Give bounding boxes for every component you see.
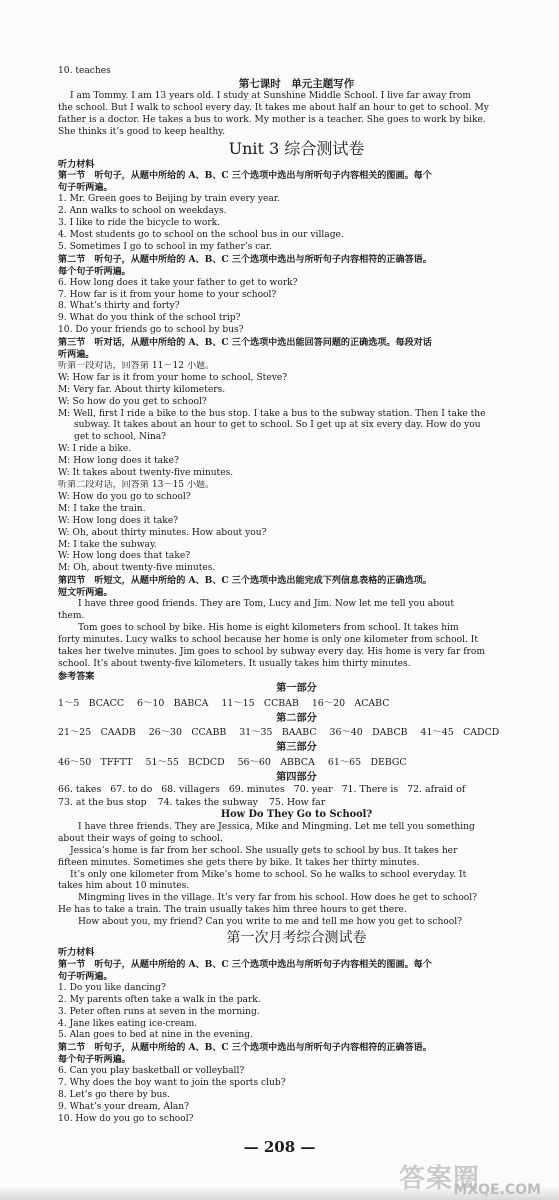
instruction-line: 短文听两遍。 — [58, 587, 113, 599]
part-one-heading: 第一部分 — [276, 682, 317, 695]
answer-group: 11～15 CCBAB — [221, 697, 299, 709]
instruction-line: 每个句子听两遍。 — [58, 265, 131, 277]
dialogue-line: W: How long does it take? — [58, 515, 179, 526]
answer-item: 75. How far — [268, 797, 326, 809]
passage-line: school. It’s about twenty-five kilometers. It usually takes him thirty minutes. — [58, 658, 411, 669]
answer-group: 6～10 BABCA — [137, 697, 209, 709]
instruction-line: 句子听两遍。 — [58, 182, 113, 194]
dialogue-line: W: I ride a bike. — [58, 444, 132, 455]
watermark-text: 答案圈 — [399, 1164, 481, 1194]
page-number-text: — 208 — — [243, 1138, 316, 1156]
dialogue-line: M: Well, first I ride a bike to the bus stop. I take a bus to the subway station. Then I take the — [58, 408, 486, 419]
dialogue-line: M: I take the subway. — [58, 539, 157, 550]
answer-line: 10. teaches — [58, 66, 111, 76]
dialogue-line: W: Oh, about thirty minutes. How about you? — [58, 527, 267, 538]
instruction-line: 第四节 听短文，从题中所给的 A、B、C 三个选项中选出能完成下列信息表格的正确选项。 — [58, 575, 432, 587]
text-line: the school. But I walk to school every day. It takes me about half an hour to get to school. My — [58, 102, 489, 113]
answer-group: 46～50 TFFTT — [58, 756, 133, 768]
part-two-heading: 第二部分 — [276, 711, 317, 724]
answer-group: 36～40 DABCB — [329, 727, 408, 739]
sentence-line: 5. Sometimes I go to school in my father’s car. — [58, 241, 272, 252]
sentence-line: 10. Do your friends go to school by bus? — [58, 325, 244, 336]
page-column — [58, 66, 535, 1126]
sentence-line: 3. I like to ride the bicycle to work. — [58, 218, 221, 229]
passage-line: them. — [58, 610, 85, 621]
dialogue-intro: 听第一段对话，回答第 11－12 小题。 — [58, 360, 215, 371]
essay-line: How about you, my friend? Can you write to me and tell me how you get to school? — [78, 917, 463, 928]
sentence-line: 9. What’s your dream, Alan? — [58, 1101, 190, 1112]
sentence-line: 3. Peter often runs at seven in the morning. — [58, 1006, 260, 1017]
dialogue-line: subway. It takes about an hour to get to school. So I get up at six every day. How do you — [74, 420, 481, 431]
dialogue-line: M: I take the train. — [58, 503, 146, 514]
watermark-url: MXQE.COM — [453, 1182, 541, 1198]
answer-item: 66. takes — [58, 784, 102, 796]
answer-item: 73. at the bus stop — [58, 797, 147, 809]
instruction-line: 每个句子听两遍。 — [58, 1054, 131, 1066]
answer-item: 69. minutes — [228, 784, 285, 796]
sentence-line: 2. My parents often take a walk in the park. — [58, 994, 261, 1005]
answer-item: 72. afraid of — [407, 784, 466, 796]
instruction-line: 句子听两遍。 — [58, 970, 113, 982]
section-title-writing: 第七课时 单元主题写作 — [238, 77, 355, 90]
passage-line: I have three good friends. They are Tom, Lucy and Jim. Now let me tell you about — [78, 599, 455, 610]
essay-line: Mingming lives in the village. It’s very far from his school. How does he get to school? — [78, 893, 478, 904]
part-three-heading: 第三部分 — [276, 741, 317, 754]
instruction-line: 听两遍。 — [58, 349, 95, 361]
essay-line: Jessica’s home is far from her school. She usually gets to school by bus. It takes her — [70, 845, 458, 856]
reference-answers-heading: 参考答案 — [58, 670, 95, 682]
dialogue-line: M: How long does it take? — [58, 456, 179, 467]
text-line: She thinks it’s good to keep healthy. — [58, 126, 226, 137]
text-line: father is a doctor. He takes a bus to work. My mother is a teacher. She goes to work by bike. — [58, 114, 486, 125]
unit-test-title: Unit 3 综合测试卷 — [228, 138, 365, 158]
instruction-line: 第二节 听句子，从题中所给的 A、B、C 三个选项中选出与所听句子内容相符的正确答语。 — [58, 253, 432, 265]
answer-row-3 — [58, 754, 535, 771]
answer-group: 41～45 CADCD — [420, 727, 500, 739]
sentence-line: 8. Let’s go there by bus. — [58, 1089, 170, 1100]
sentence-line: 9. What do you think of the school trip? — [58, 313, 241, 324]
dialogue-line: W: How do you go to school? — [58, 491, 191, 502]
page-number — [0, 1138, 559, 1156]
sentence-line: 4. Most students go to school on the school bus in our village. — [58, 229, 344, 240]
sentence-line: 6. Can you play basketball or volleyball? — [58, 1066, 245, 1077]
answer-group: 61～65 DEBGC — [327, 756, 407, 768]
section-heading: 听力材料 — [58, 947, 95, 959]
passage-line: forty minutes. Lucy walks to school because her home is only one kilometer from school. It — [58, 634, 479, 645]
sentence-line: 7. How far is it from your home to your school? — [58, 289, 277, 300]
answer-item: 67. to do — [110, 784, 153, 796]
answer-row-5 — [58, 796, 535, 809]
answer-group: 1～5 BCACC — [58, 697, 125, 709]
instruction-line: 第一节 听句子，从题中所给的 A、B、C 三个选项中选出与所听句子内容相关的图画。每个 — [58, 958, 432, 970]
monthly-test-title: 第一次月考综合测试卷 — [226, 930, 367, 947]
dialogue-line: W: How long does that take? — [58, 551, 191, 562]
instruction-line: 第二节 听句子，从题中所给的 A、B、C 三个选项中选出与所听句子内容相符的正确答语。 — [58, 1042, 432, 1054]
answer-group: 31～35 BAABC — [239, 727, 317, 739]
sentence-line: 1. Do you like dancing? — [58, 982, 166, 993]
sentence-line: 1. Mr. Green goes to Beijing by train every year. — [58, 194, 281, 205]
sentence-line: 10. How do you go to school? — [58, 1113, 194, 1124]
dialogue-line: W: How far is it from your home to school, Steve? — [58, 372, 288, 383]
passage-line: takes her twelve minutes. Jim goes to school by subway every day. His home is very far from — [58, 646, 486, 657]
answer-row-2 — [58, 724, 535, 741]
passage-line: Tom goes to school by bike. His home is eight kilometers from school. It takes him — [78, 622, 459, 633]
essay-line: He has to take a train. The train usually takes him three hours to get there. — [58, 905, 407, 916]
sentence-line: 6. How long does it take your father to get to work? — [58, 277, 298, 288]
instruction-line: 第三节 听对话，从题中所给的 A、B、C 三个选项中选出能回答问题的正确选项。每段对话 — [58, 337, 432, 349]
answer-group: 21～25 CAADB — [58, 727, 136, 739]
sentence-line: 7. Why does the boy want to join the sports club? — [58, 1078, 286, 1089]
essay-line: I have three friends. They are Jessica, Mike and Mingming. Let me tell you something — [78, 821, 475, 832]
dialogue-line: W: So how do you get to school? — [58, 396, 207, 407]
text-line: I am Tommy. I am 13 years old. I study at Sunshine Middle School. I live far away from — [70, 90, 471, 101]
answer-group: 16～20 ACABC — [311, 697, 390, 709]
dialogue-line: W: It takes about twenty-five minutes. — [58, 468, 234, 479]
answer-item: 74. takes the subway — [157, 797, 258, 809]
essay-line: takes him about 10 minutes. — [58, 881, 190, 892]
answer-row-4 — [58, 783, 535, 796]
sentence-line: 8. What’s thirty and forty? — [58, 301, 180, 312]
essay-title: How Do They Go to School? — [220, 809, 373, 821]
answer-item: 68. villagers — [161, 784, 220, 796]
dialogue-line: M: Very far. About thirty kilometers. — [58, 384, 226, 395]
answer-item: 70. year — [293, 784, 333, 796]
answer-group: 51～55 BCDCD — [145, 756, 225, 768]
answer-group: 26～30 CCABB — [148, 727, 227, 739]
answer-item: 71. There is — [341, 784, 399, 796]
answer-group: 56～60 ABBCA — [237, 756, 315, 768]
answer-row-1 — [58, 695, 535, 712]
section-heading: 听力材料 — [58, 158, 95, 170]
dialogue-intro: 听第二段对话，回答第 13－15 小题。 — [58, 480, 215, 490]
sentence-line: 5. Alan goes to bed at nine in the evening. — [58, 1030, 253, 1041]
dialogue-line: M: Oh, about twenty-five minutes. — [58, 563, 216, 574]
instruction-line: 第一节 听句子，从题中所给的 A、B、C 三个选项中选出与所听句子内容相关的图画。每个 — [58, 170, 432, 182]
dialogue-line: get to school, Nina? — [74, 432, 167, 443]
essay-line: about their ways of going to school. — [58, 833, 223, 844]
sentence-line: 2. Ann walks to school on weekdays. — [58, 206, 227, 217]
sentence-line: 4. Jane likes eating ice-cream. — [58, 1018, 198, 1029]
essay-line: fifteen minutes. Sometimes she gets there by bike. It takes her thirty minutes. — [58, 857, 420, 868]
part-four-heading: 第四部分 — [276, 770, 317, 783]
essay-line: It’s only one kilometer from Mike’s home to school. So he walks to school everyday. It — [70, 869, 467, 880]
watermark-logo — [399, 1158, 541, 1198]
